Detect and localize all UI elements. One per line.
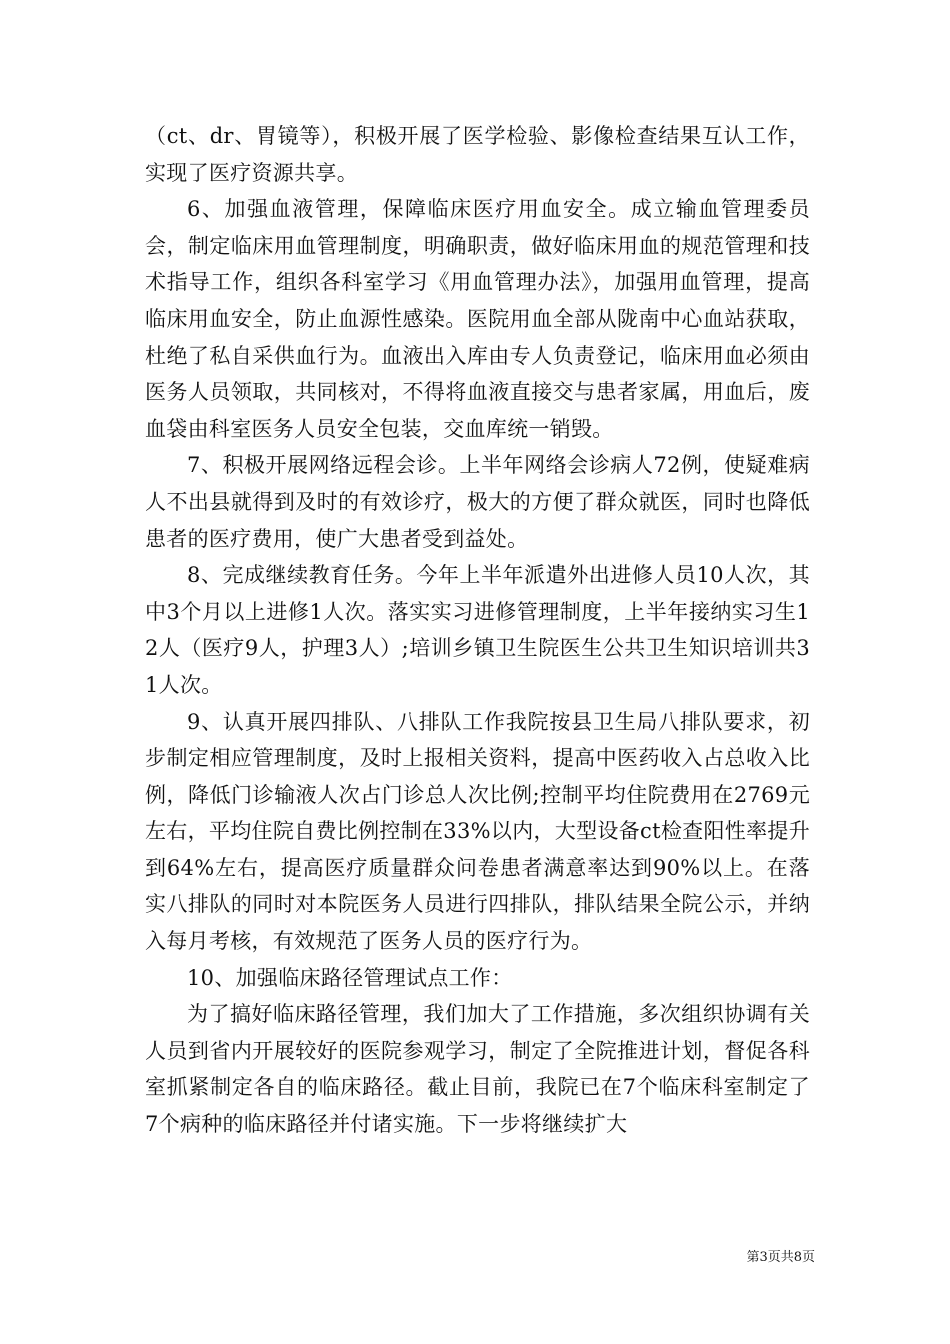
paragraph-clinical-pathway-heading: 10、加强临床路径管理试点工作： (187, 965, 513, 990)
paragraph-clinical-pathway: 为了搞好临床路径管理，我们加大了工作措施，多次组织协调有关人员到省内开展较好的医院参观学习，制定了全院推进计划，督促各科室抓紧制定各自的临床路径。截止目前，我院已在7个临床科室制定了7个病种的临床路径并付诸实施。下一步将继续扩大 (145, 1002, 810, 1137)
paragraph-remote-consultation: 7、积极开展网络远程会诊。上半年网络会诊病人72例，使疑难病人不出县就得到及时的有效诊疗，极大的方便了群众就医，同时也降低患者的医疗费用，使广大患者受到益处。 (145, 453, 810, 551)
page-number-footer: 第3页共8页 (746, 1250, 815, 1265)
document-page (145, 118, 810, 1143)
paragraph-continuing-education: 8、完成继续教育任务。今年上半年派遣外出进修人员10人次，其中3个月以上进修1人次。落实实习进修管理制度，上半年接纳实习生12人（医疗9人，护理3人）;培训乡镇卫生院医生公共卫生知识培训共31人次。 (145, 563, 810, 697)
paragraph-ranking-work: 9、认真开展四排队、八排队工作我院按县卫生局八排队要求，初步制定相应管理制度，及时上报相关资料，提高中医药收入占总收入比例，降低门诊输液人次占门诊总人次比例;控制平均住院费用在2769元左右，平均住院自费比例控制在33%以内，大型设备ct检查阳性率提升到64%左右，提高医疗质量群众问卷患者满意率达到90%以上。在落实八排队的同时对本院医务人员进行四排队，排队结果全院公示，并纳入每月考核，有效规范了医务人员的医疗行为。 (145, 709, 810, 954)
paragraph-continuation: （ct、dr、胃镜等），积极开展了医学检验、影像检查结果互认工作，实现了医疗资源共享。 (145, 124, 810, 185)
paragraph-blood-management: 6、加强血液管理，保障临床医疗用血安全。成立输血管理委员会，制定临床用血管理制度，明确职责，做好临床用血的规范管理和技术指导工作，组织各科室学习《用血管理办法》，加强用血管理，提高临床用血安全，防止血源性感染。医院用血全部从陇南中心血站获取，杜绝了私自采供血行为。血液出入库由专人负责登记，临床用血必须由医务人员领取，共同核对，不得将血液直接交与患者家属，用血后，废血袋由科室医务人员安全包装，交血库统一销毁。 (145, 197, 810, 441)
